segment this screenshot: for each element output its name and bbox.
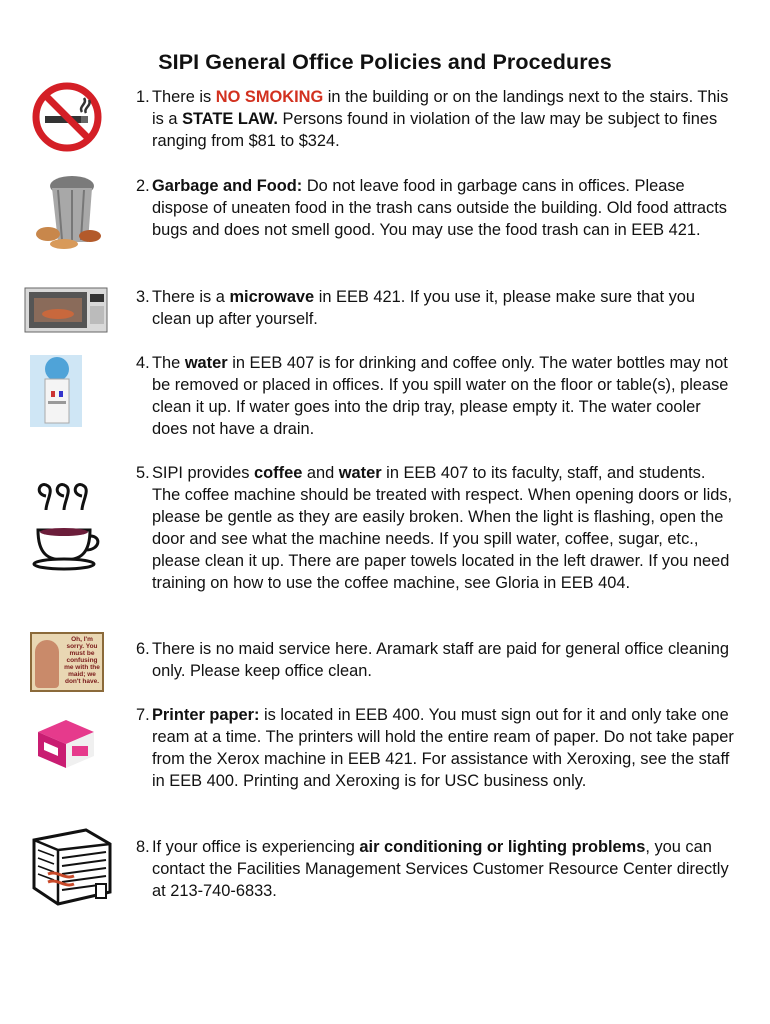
item-text [152, 462, 736, 594]
emphasis-text: Printer paper: [152, 706, 260, 724]
coffee-cup-icon [32, 480, 102, 572]
text-run: Persons found in violation of the law may be subject to fines ranging from $81 to $324. [152, 110, 718, 150]
water-cooler-icon [30, 355, 82, 427]
emphasis-text: air conditioning or lighting problems [359, 838, 646, 856]
policy-item-facilities [136, 836, 736, 902]
maid-poster-icon [30, 632, 104, 692]
emphasis-text: microwave [229, 288, 315, 306]
item-number: 1. [136, 88, 150, 106]
air-conditioner-icon [30, 826, 114, 908]
text-run: There is a [152, 288, 230, 306]
policy-item-garbage [136, 175, 736, 241]
item-number: 4. [136, 354, 150, 372]
text-run: is located in EEB 400. You must sign out for it and only take one ream at a time. The printers will hold the entire ream of paper. Do not take paper from the Xerox machine in EEB 421. For assistance with Xeroxing, see the staff in EEB 400. Printing and Xeroxing is for USC business only. [152, 706, 734, 790]
item-text [152, 286, 736, 330]
item-text [152, 352, 736, 440]
text-run: in EEB 407 to its faculty, staff, and students. The coffee machine should be treated with respect. When opening doors or lids, please be gentle as they are easily broken. When the light is flashing, open the door and see what the machine needs. If you spill water, coffee, sugar, etc., please clean it up. There are paper towels located in the left drawer. If you need training on how to use the coffee machine, see Gloria in EEB 404. [152, 464, 733, 592]
item-text [152, 836, 736, 902]
item-number: 6. [136, 640, 150, 658]
item-text [152, 638, 736, 682]
policy-item-microwave [136, 286, 736, 330]
item-number: 2. [136, 177, 150, 195]
text-run: SIPI provides [152, 464, 255, 482]
poster-caption: Oh, I'm sorry. You must be confusing me with the maid; we don't have. [64, 636, 100, 685]
text-run: in EEB 407 is for drinking and coffee only. The water bottles may not be removed or placed in offices. If you spill water on the floor or table(s), please clean it up. If water goes into the drip tray, please empty it. The water cooler does not have a drain. [152, 354, 729, 438]
text-run: There is [152, 88, 216, 106]
policy-item-printer-paper [136, 704, 736, 792]
no-smoking-icon [32, 82, 102, 152]
item-text [152, 704, 736, 792]
emphasis-text: water [184, 354, 228, 372]
text-run: in EEB 421. If you use it, please make sure that you clean up after yourself. [152, 288, 696, 328]
emphasis-text: coffee [254, 464, 303, 482]
item-number: 8. [136, 838, 150, 856]
item-text [152, 86, 736, 152]
policy-item-coffee [136, 462, 736, 594]
poster-figure [35, 640, 59, 688]
item-number: 5. [136, 464, 150, 482]
microwave-icon [24, 286, 108, 334]
text-run: If your office is experiencing [152, 838, 360, 856]
policy-item-water [136, 352, 736, 440]
policy-item-smoking [136, 86, 736, 152]
item-number: 7. [136, 706, 150, 724]
item-text [152, 175, 736, 241]
emphasis-text: NO SMOKING [215, 88, 324, 106]
emphasis-text: Garbage and Food: [152, 177, 303, 195]
emphasis-text: STATE LAW. [182, 110, 278, 128]
item-number: 3. [136, 288, 150, 306]
garbage-can-icon [34, 172, 104, 250]
page-title: SIPI General Office Policies and Procedures [158, 50, 612, 74]
text-run: Do not leave food in garbage cans in offices. Please dispose of uneaten food in the trash cans outside the building. Old food attracts bugs and does not smell good. You may use the food trash can in EEB 421. [152, 177, 727, 239]
text-run: , you can contact the Facilities Management Services Customer Resource Center directly at 213-740-6833. [152, 838, 729, 900]
text-run: The [152, 354, 185, 372]
text-run: There is no maid service here. Aramark staff are paid for general office cleaning only. Please keep office clean. [152, 640, 730, 680]
emphasis-text: water [338, 464, 382, 482]
text-run: in the building or on the landings next to the stairs. This is a [152, 88, 729, 128]
text-run: and [302, 464, 339, 482]
paper-box-icon [34, 716, 98, 770]
policy-item-maid [136, 638, 736, 682]
